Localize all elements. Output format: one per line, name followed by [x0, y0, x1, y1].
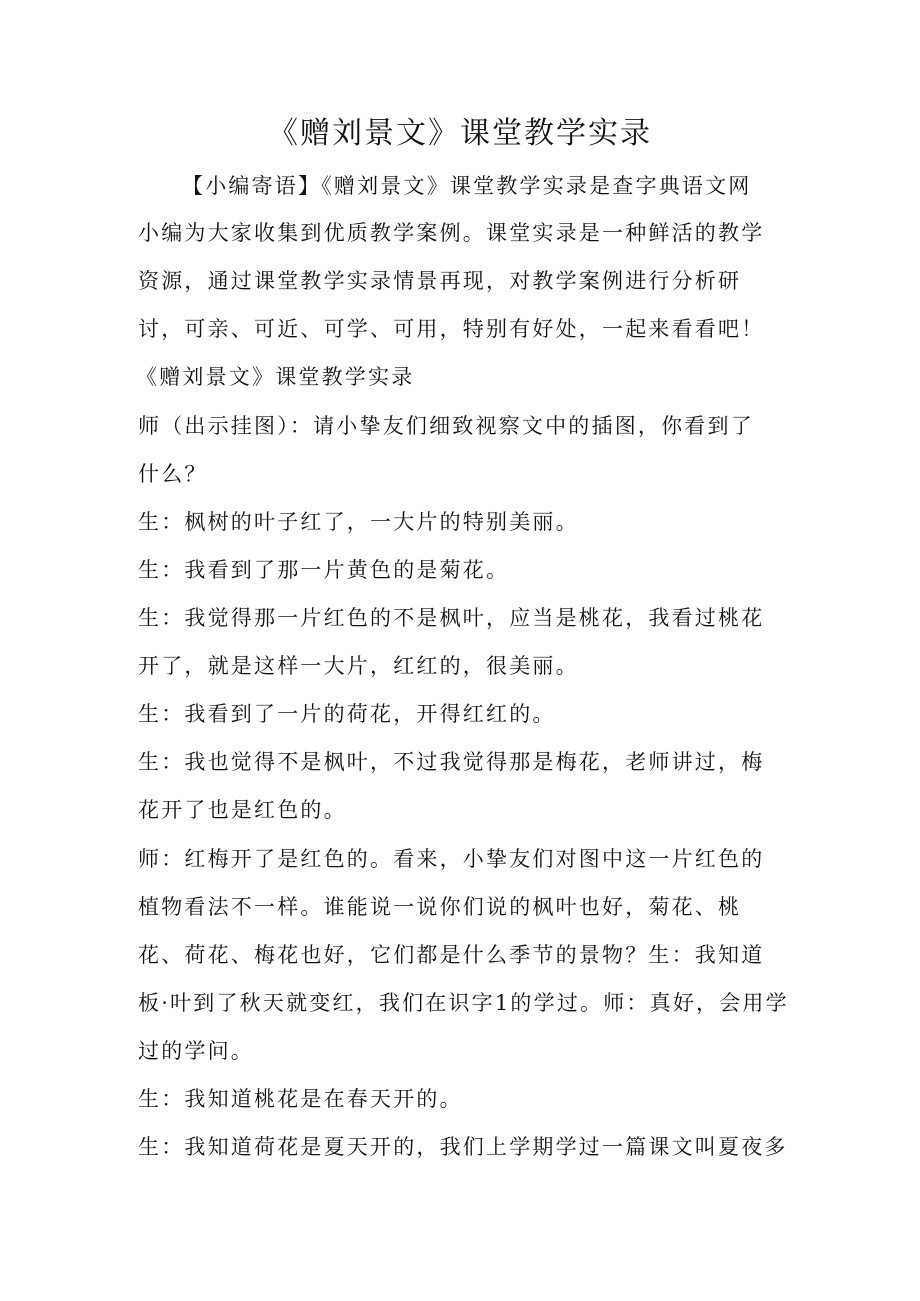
dialogue-line: 生：我也觉得不是枫叶，不过我觉得那是梅花，老师讲过，梅 — [138, 750, 765, 774]
dialogue-line: 植物看法不一样。谁能说一说你们说的枫叶也好，菊花、桃 — [138, 895, 742, 919]
dialogue-line: 生：我看到了那一片黄色的是菊花。 — [138, 558, 510, 582]
dialogue-line: 过的学问。 — [138, 1039, 254, 1063]
intro-line-2: 小编为大家收集到优质教学案例。课堂实录是一种鲜活的教学 — [138, 221, 765, 245]
dialogue-line: 花开了也是红色的。 — [138, 798, 347, 822]
intro-line-1: 【小编寄语】《赠刘景文》课堂教学实录是查字典语文网 — [182, 174, 752, 198]
dialogue-line: 开了，就是这样一大片，红红的，很美丽。 — [138, 654, 579, 678]
page-title: 《赠刘景文》课堂教学实录 — [268, 116, 652, 151]
dialogue-line: 生：我知道荷花是夏天开的，我们上学期学过一篇课文叫夏夜多 — [138, 1135, 788, 1159]
dialogue-line: 什么？ — [138, 462, 208, 486]
dialogue-line: 生：枫树的叶子红了，一大片的特别美丽。 — [138, 510, 579, 534]
dialogue-line: 生：我看到了一片的荷花，开得红红的。 — [138, 702, 556, 726]
section-heading: 《赠刘景文》课堂教学实录 — [136, 365, 415, 389]
dialogue-line: 生：我觉得那一片红色的不是枫叶，应当是桃花，我看过桃花 — [138, 606, 765, 630]
dialogue-line: 师：红梅开了是红色的。看来，小挚友们对图中这一片红色的 — [138, 847, 765, 871]
dialogue-line: 花、荷花、梅花也好，它们都是什么季节的景物？生：我知道 — [138, 943, 765, 967]
dialogue-line: 板·叶到了秋天就变红，我们在识字1的学过。师：真好，会用学 — [138, 991, 789, 1015]
intro-line-3: 资源，通过课堂教学实录情景再现，对教学案例进行分析研 — [138, 269, 742, 293]
intro-line-4: 讨，可亲、可近、可学、可用，特别有好处，一起来看看吧！ — [138, 317, 765, 341]
dialogue-line: 师（出示挂图）：请小挚友们细致视察文中的插图，你看到了 — [138, 414, 754, 438]
dialogue-line: 生：我知道桃花是在春天开的。 — [138, 1087, 463, 1111]
